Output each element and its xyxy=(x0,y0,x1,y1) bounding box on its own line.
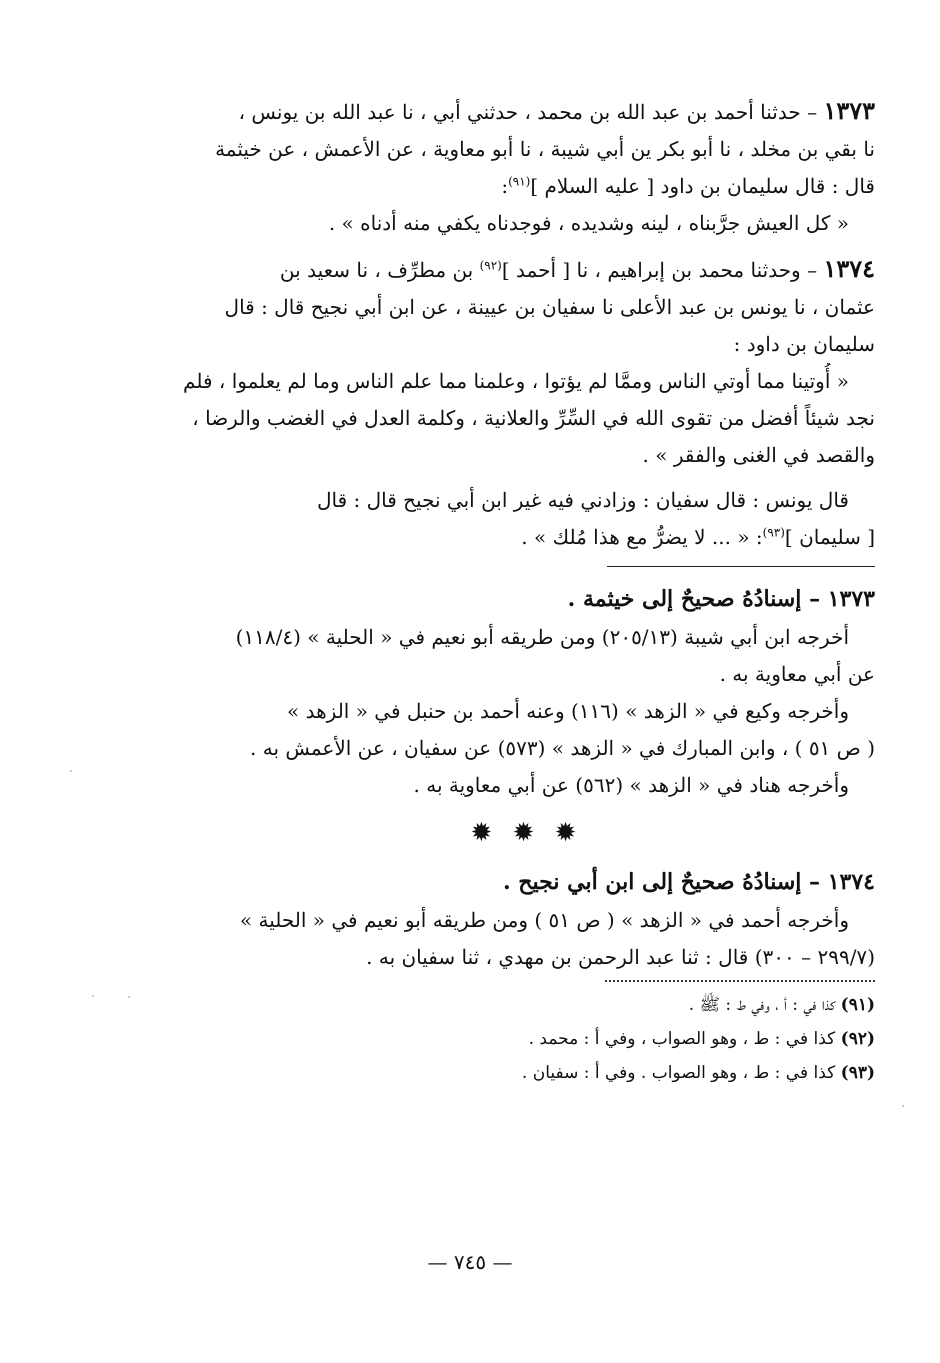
commentary-1373-p1-line-1: أخرجه ابن أبي شيبة (٢٠٥/١٣) ومن طريقه أبو نعيم في « الحلية » (١١٨/٤) xyxy=(235,625,849,649)
footnote-92: (٩٢) كذا في : ط ، وهو الصواب ، وفي أ : محمد . xyxy=(528,1029,875,1049)
footnote-ref[interactable]: (٩٢) xyxy=(479,258,502,273)
entry-1373-quote: « كل العيش جرَّبناه ، لينه وشديده ، فوجدناه يكفي منه أدناه » . xyxy=(328,211,849,235)
star-separator: ✹ ✹ ✹ xyxy=(470,818,583,848)
commentary-1373-p2-line-1: وأخرجه وكيع في « الزهد » (١١٦) وعنه أحمد بن حنبل في « الزهد » xyxy=(287,699,849,723)
entry-1373-line-2: نا بقي بن مخلد ، نا أبو بكر ين أبي شيبة ، نا أبو معاوية ، عن الأعمش ، عن خيثمة xyxy=(215,137,875,161)
entry-1374-quote-1: « أُوتينا مما أوتي الناس وممَّا لم يؤتوا ، وعلمنا مما علم الناس وما لم يعلموا ، فلم xyxy=(183,369,849,393)
commentary-1373-heading: ١٣٧٣ – إسنادُهُ صحيحٌ إلى خيثمة . xyxy=(567,586,875,612)
scan-speck xyxy=(128,996,130,998)
section-divider xyxy=(607,566,875,567)
entry-1374-line-2: عثمان ، نا يونس بن عبد الأعلى نا سفيان بن عيينة ، عن ابن أبي نجيح قال : قال xyxy=(224,295,875,319)
entry-1374-line-1: ١٣٧٤ – وحدثنا محمد بن إبراهيم ، نا [ أحمد ]$^{(٩٢)}$ بن مطرِّف ، نا سعيد بن xyxy=(279,254,875,283)
commentary-1373-p2-line-3: وأخرجه هناد في « الزهد » (٥٦٢) عن أبي معاوية به . xyxy=(413,773,849,797)
page-number: — ٧٤٥ — xyxy=(427,1250,513,1274)
scan-speck xyxy=(70,770,72,772)
entry-number: ١٣٧٤ xyxy=(823,254,875,283)
commentary-1374-p1-line-1: وأخرجه أحمد في « الزهد » ( ص ٥١ ) ومن طريقه أبو نعيم في « الحلية » xyxy=(239,908,849,932)
footnote-91: (٩١) كذا في : أ ، وفي ط : ﷺ . xyxy=(688,995,875,1015)
entry-1374-quote-2: نجد شيئاً أفضل من تقوى الله في السِّرِّ والعلانية ، وكلمة العدل في الغضب والرضا ، xyxy=(192,406,875,430)
entry-number: ١٣٧٣ xyxy=(823,96,875,125)
footnote-93: (٩٣) كذا في : ط ، وهو الصواب . وفي أ : سفيان . xyxy=(521,1063,875,1083)
entry-1374-addition-2: [ سليمان ]$^{(٩٣)}$: « ... لا يضرُّ مع هذا مُلك » . xyxy=(521,525,875,549)
scan-speck xyxy=(92,995,94,997)
page-body xyxy=(178,92,875,1090)
footnote-divider xyxy=(605,980,875,982)
entry-1373-line-3: قال : قال سليمان بن داود [ عليه السلام ]$^{(٩١)}$: xyxy=(501,174,875,198)
entry-1374-addition-1: قال يونس : قال سفيان : وزادني فيه غير ابن أبي نجيح قال : قال xyxy=(316,488,849,512)
entry-1374-line-3: سليمان بن داود : xyxy=(733,332,875,356)
footnote-ref[interactable]: (٩١) xyxy=(508,174,531,189)
commentary-1374-p1-line-2: (٢٩٩/٧ – ٣٠٠) قال : ثنا عبد الرحمن بن مهدي ، ثنا سفيان به . xyxy=(366,945,875,969)
footnote-ref[interactable]: (٩٣) xyxy=(762,525,785,540)
commentary-1374-heading: ١٣٧٤ – إسنادُهُ صحيحٌ إلى ابن أبي نجيح . xyxy=(502,869,875,895)
commentary-1373-p1-line-2: عن أبي معاوية به . xyxy=(719,662,875,686)
commentary-1373-p2-line-2: ( ص ٥١ ) ، وابن المبارك في « الزهد » (٥٧٣) عن سفيان ، عن الأعمش به . xyxy=(250,736,875,760)
entry-1374-quote-3: والقصد في الغنى والفقر » . xyxy=(642,443,875,467)
entry-1373-line-1: ١٣٧٣ – حدثنا أحمد بن عبد الله بن محمد ، حدثني أبي ، نا عبد الله بن يونس ، xyxy=(238,96,875,125)
scan-speck xyxy=(902,1105,904,1107)
